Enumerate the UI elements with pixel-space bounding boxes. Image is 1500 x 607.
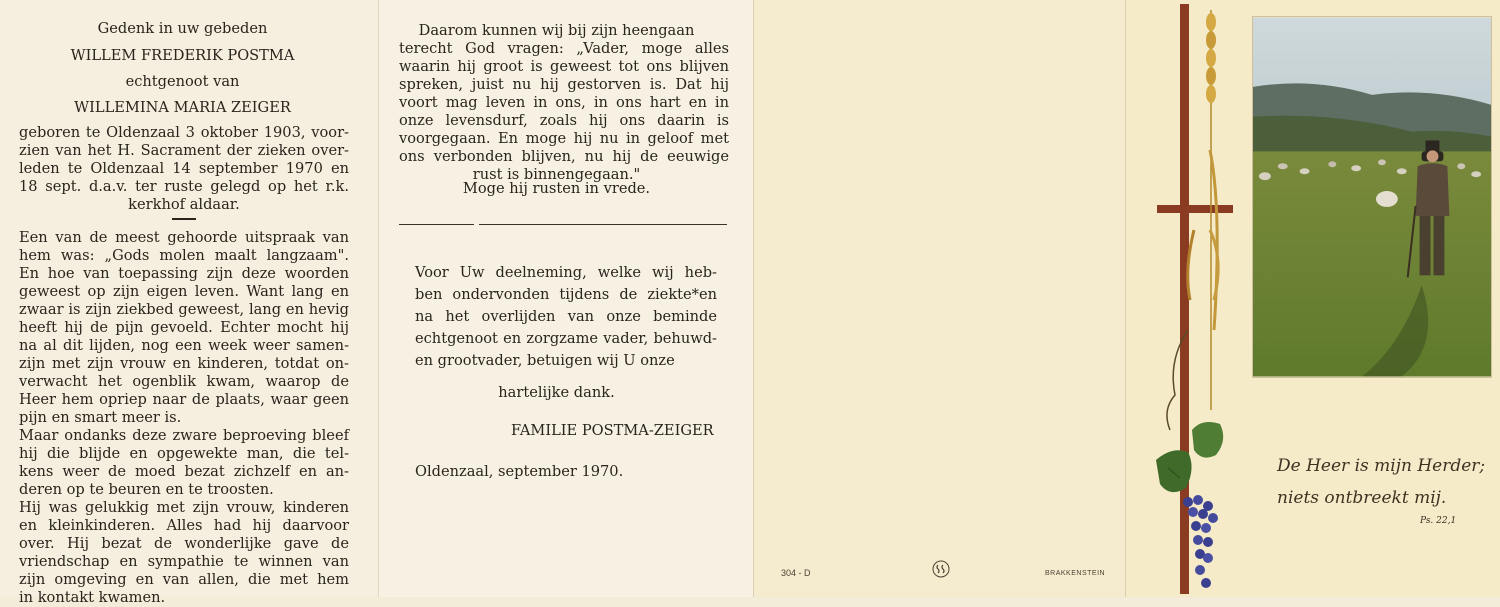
prayer-line: rust is binnengegaan." bbox=[472, 166, 641, 183]
deceased-name: WILLEM FREDERIK POSTMA bbox=[70, 47, 295, 64]
body-line: in kontakt kwamen. bbox=[19, 589, 166, 606]
body-line: vriendschap en sympathie te winnen van bbox=[19, 553, 349, 570]
left-panel bbox=[0, 0, 378, 606]
catalog-code: 304 - D bbox=[781, 568, 811, 578]
verse-line-1: De Heer is mijn Herder; bbox=[1277, 456, 1486, 476]
body-line: Heer hem opriep naar de plaats, waar geen bbox=[19, 391, 349, 408]
prayer-line: ons verbonden blijven, nu hij de eeuwige bbox=[399, 148, 729, 165]
body-line: deren op te beuren en te troosten. bbox=[19, 481, 274, 498]
thanks-line: echtgenoot en zorgzame vader, behuwd- bbox=[415, 330, 717, 347]
body-line: na al dit lijden, nog een week weer samen- bbox=[19, 337, 349, 354]
cross-wheat-grapes-illustration bbox=[1150, 0, 1260, 597]
verse-line-2: niets ontbreekt mij. bbox=[1277, 488, 1447, 508]
divider-rule bbox=[479, 224, 727, 225]
body-line: En hoe van toepassing zijn deze woorden bbox=[19, 265, 349, 282]
thanks-line: en grootvader, betuigen wij U onze bbox=[415, 352, 675, 369]
shepherd-photo bbox=[1252, 16, 1492, 378]
body-line: hij die blijde en opgewekte man, die tel- bbox=[19, 445, 349, 462]
body-line: over. Hij bezat de wonderlijke gave de bbox=[19, 535, 349, 552]
spouse-name: WILLEMINA MARIA ZEIGER bbox=[74, 99, 291, 116]
body-line: pijn en smart meer is. bbox=[19, 409, 182, 426]
thanks-end: hartelijke dank. bbox=[498, 384, 615, 401]
middle-panel bbox=[378, 0, 753, 597]
body-line: heeft hij de pijn gevoeld. Echter mocht hij bbox=[19, 319, 349, 336]
body-line: Een van de meest gehoorde uitspraak van bbox=[19, 229, 349, 246]
bio-line: geboren te Oldenzaal 3 oktober 1903, voor- bbox=[19, 124, 349, 141]
body-line: kens weer de moed bezat zichzelf en an- bbox=[19, 463, 349, 480]
body-line: en kleinkinderen. Alles had hij daarvoor bbox=[19, 517, 349, 534]
prayer-line: spreken, juist nu hij gestorven is. Dat hij bbox=[399, 76, 729, 93]
prayer-line: voorgegaan. En moge hij nu in geloof met bbox=[399, 130, 729, 147]
body-line: zijn met zijn vrouw en kinderen, totdat on- bbox=[19, 355, 349, 372]
bio-line: leden te Oldenzaal 14 september 1970 en bbox=[19, 160, 349, 177]
body-line: verwacht het ogenblik kwam, waarop de bbox=[19, 373, 349, 390]
body-line: zijn omgeving en van allen, die met hem bbox=[19, 571, 349, 588]
thanks-line: ben ondervonden tijdens de ziekte*en bbox=[415, 286, 717, 303]
bio-line: 18 sept. d.a.v. ter ruste gelegd op het r.k. bbox=[19, 178, 349, 195]
prayer-line: onze levensdurf, zoals hij ons daarin is bbox=[399, 112, 729, 129]
prayer-line: terecht God vragen: „Vader, moge alles bbox=[399, 40, 729, 57]
body-line: Maar ondanks deze zware beproeving bleef bbox=[19, 427, 349, 444]
back-panel bbox=[753, 0, 1125, 597]
body-line: Hij was gelukkig met zijn vrouw, kinderen bbox=[19, 499, 349, 516]
body-line: geweest op zijn eigen leven. Want lang en bbox=[19, 283, 349, 300]
closing-line: Moge hij rusten in vrede. bbox=[462, 180, 651, 197]
family-signature: FAMILIE POSTMA-ZEIGER bbox=[511, 422, 714, 439]
bio-line: zien van het H. Sacrament der zieken over- bbox=[19, 142, 349, 159]
prayer-line: voort mag leven in ons, in ons hart en in bbox=[399, 94, 729, 111]
header-line: Gedenk in uw gebeden bbox=[97, 20, 268, 37]
publisher-logo bbox=[932, 560, 950, 582]
thanks-line: na het overlijden van onze beminde bbox=[415, 308, 717, 325]
header-line: echtgenoot van bbox=[125, 73, 240, 90]
place-date: Oldenzaal, september 1970. bbox=[415, 463, 624, 480]
body-line: zwaar is zijn ziekbed geweest, lang en hevig bbox=[19, 301, 349, 318]
prayer-line: waarin hij groot is geweest tot ons blijven bbox=[399, 58, 729, 75]
thanks-line: Voor Uw deelneming, welke wij heb- bbox=[415, 264, 717, 281]
body-line: hem was: „Gods molen maalt langzaam". bbox=[19, 247, 349, 264]
divider-rule bbox=[399, 224, 474, 225]
bio-line: kerkhof aldaar. bbox=[128, 196, 240, 213]
separator-dash bbox=[172, 218, 196, 220]
prayer-line: Daarom kunnen wij bij zijn heengaan bbox=[418, 22, 695, 39]
publisher-name: BRAKKENSTEIN bbox=[1045, 570, 1106, 577]
verse-reference: Ps. 22,1 bbox=[1420, 516, 1457, 526]
